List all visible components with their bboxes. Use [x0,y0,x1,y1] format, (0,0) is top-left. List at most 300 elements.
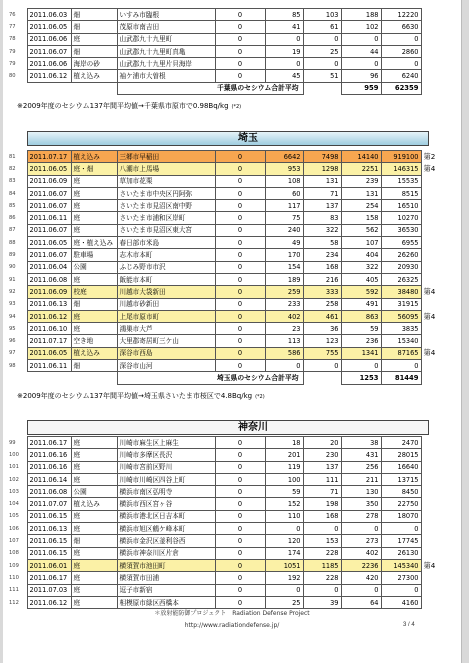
sample-type-cell: 庭・植え込み [71,237,117,249]
rank-note-cell [421,596,445,608]
table-row [9,437,445,449]
rank-note-cell [421,298,445,310]
converted-cell: 16510 [381,200,421,212]
saitama-table [9,150,445,385]
value-b-cell: 71 [303,486,341,498]
location-cell: 相模原市緑区西橋本 [117,596,215,608]
value-b-cell: 198 [303,498,341,510]
converted-cell: 8515 [381,187,421,199]
rank-note-cell: 第4 [423,560,436,570]
row-number: 87 [9,227,16,234]
total-cell: 1341 [341,347,381,359]
location-cell: 川越市大袋新田 [117,286,215,298]
table-row [9,572,445,584]
value-a-cell: 59 [265,486,303,498]
location-cell: 鴻巣市大芦 [117,323,215,335]
total-cell: 405 [341,273,381,285]
row-number: 107 [9,538,19,545]
rank-note-cell [421,273,445,285]
chiba-note-ref: (*2) [231,104,242,110]
value-a-cell: 170 [265,249,303,261]
zero-cell: 0 [215,360,265,372]
value-a-cell: 402 [265,310,303,322]
location-cell: 深谷市山河 [117,360,215,372]
zero-cell: 0 [215,335,265,347]
saitama-title: 埼玉 [238,133,258,144]
value-b-cell: 137 [303,200,341,212]
location-cell: 横浜市西区宮ヶ谷 [117,498,215,510]
chiba-note-text: ※2009年度のセシウム137年間平均値→千葉県市原市で0.98Bq/kg [17,102,229,110]
zero-cell: 0 [215,310,265,322]
total-cell: 64 [341,596,381,608]
date-cell: 2011.06.12 [27,596,71,608]
value-a-cell: 0 [265,58,303,70]
value-a-cell: 174 [265,547,303,559]
total-cell: 59 [341,323,381,335]
zero-cell: 0 [215,200,265,212]
table-row [9,151,445,163]
sample-type-cell: 庭 [71,523,117,535]
row-number: 78 [9,36,16,43]
value-b-cell: 228 [303,572,341,584]
zero-cell: 0 [215,523,265,535]
zero-cell: 0 [215,273,265,285]
total-cell: 239 [341,175,381,187]
table-row [9,596,445,608]
rank-note-cell: 第4 [423,348,436,358]
converted-cell: 0 [381,33,421,45]
rank-note-cell [421,323,445,335]
value-a-cell: 259 [265,286,303,298]
row-number: 79 [9,60,16,67]
date-cell: 2011.06.07 [27,200,71,212]
converted-cell: 3835 [381,323,421,335]
row-number: 104 [9,501,19,508]
sample-type-cell: 庭 [71,187,117,199]
value-b-cell: 61 [303,21,341,33]
date-cell: 2011.06.17 [27,437,71,449]
sample-type-cell: 畑 [71,360,117,372]
location-cell: 草加市花栗 [117,175,215,187]
location-cell: 川崎市川崎区四谷上町 [117,473,215,485]
converted-cell: 18070 [381,510,421,522]
date-cell: 2011.06.03 [27,9,71,21]
value-a-cell: 0 [265,33,303,45]
footer-url[interactable]: http://www.radiationdefense.jp/ [184,622,280,629]
rank-note-cell [421,9,445,21]
kanagawa-table [9,436,445,609]
total-cell: 0 [341,360,381,372]
converted-cell: 8450 [381,486,421,498]
location-cell: 三郷市早稲田 [117,151,215,163]
rank-note-cell: 第4 [423,311,436,321]
rank-note-cell [421,498,445,510]
document-page [3,0,462,663]
total-cell: 236 [341,335,381,347]
date-cell: 2011.06.11 [27,212,71,224]
total-cell: 322 [341,261,381,273]
converted-cell: 4160 [381,596,421,608]
converted-cell: 56095 [381,310,421,322]
value-a-cell: 189 [265,273,303,285]
location-cell: 茂原市南吉田 [117,21,215,33]
zero-cell: 0 [215,9,265,21]
rank-note-cell [421,261,445,273]
zero-cell: 0 [215,323,265,335]
row-number: 103 [9,488,19,495]
table-row [9,9,445,21]
date-cell: 2011.06.09 [27,286,71,298]
date-cell: 2011.06.08 [27,486,71,498]
date-cell: 2011.06.12 [27,310,71,322]
kanagawa-title: 神奈川 [238,422,268,433]
zero-cell: 0 [215,33,265,45]
value-a-cell: 49 [265,237,303,249]
sample-type-cell: 畑 [71,45,117,57]
row-number: 81 [9,153,16,160]
row-number: 92 [9,288,16,295]
converted-cell: 146315 [381,163,421,175]
converted-cell: 6955 [381,237,421,249]
converted-cell: 0 [381,523,421,535]
value-a-cell: 18 [265,437,303,449]
value-b-cell: 230 [303,449,341,461]
total-cell: 211 [341,473,381,485]
footer-org: ＊放射能防御プロジェクト Radiation Defense Project [154,610,310,617]
rank-note-cell [421,523,445,535]
zero-cell: 0 [215,21,265,33]
sample-type-cell: 海岸の砂 [71,58,117,70]
total-cell: 404 [341,249,381,261]
value-b-cell: 755 [303,347,341,359]
value-a-cell: 152 [265,498,303,510]
zero-cell: 0 [215,535,265,547]
sample-type-cell: 庭 [71,461,117,473]
date-cell: 2011.06.15 [27,535,71,547]
row-number: 77 [9,23,16,30]
rank-note-cell [421,461,445,473]
table-row [9,175,445,187]
value-b-cell: 103 [303,9,341,21]
date-cell: 2011.06.09 [27,175,71,187]
row-number: 94 [9,313,16,320]
value-b-cell: 111 [303,473,341,485]
converted-cell: 145340 [381,559,421,571]
rank-note-cell [421,547,445,559]
value-b-cell: 168 [303,261,341,273]
kanagawa-rows [9,437,445,609]
rank-note-cell [421,70,445,82]
rank-note-cell: 第2 [423,151,436,161]
value-b-cell: 71 [303,187,341,199]
zero-cell: 0 [215,437,265,449]
saitama-note [17,391,265,401]
rank-note-cell [421,33,445,45]
value-b-cell: 153 [303,535,341,547]
rank-note-cell [421,249,445,261]
total-cell: 38 [341,437,381,449]
value-a-cell: 154 [265,261,303,273]
location-cell: 志木市本町 [117,249,215,261]
zero-cell: 0 [215,187,265,199]
total-cell: 188 [341,9,381,21]
converted-cell: 2470 [381,437,421,449]
table-row [9,310,445,322]
converted-cell: 87165 [381,347,421,359]
sample-type-cell: 植え込み [71,347,117,359]
date-cell: 2011.06.14 [27,473,71,485]
sample-type-cell: 庭 [71,572,117,584]
total-cell: 130 [341,486,381,498]
date-cell: 2011.07.07 [27,498,71,510]
zero-cell: 0 [215,237,265,249]
total-cell: 278 [341,510,381,522]
value-b-cell: 333 [303,286,341,298]
zero-cell: 0 [215,510,265,522]
row-number: 105 [9,513,19,520]
date-cell: 2011.06.15 [27,547,71,559]
zero-cell: 0 [215,175,265,187]
value-b-cell: 36 [303,323,341,335]
chiba-average-total: 959 [341,82,381,94]
table-row [9,360,445,372]
table-row [9,21,445,33]
table-row [9,559,445,571]
rank-note-cell [421,449,445,461]
value-a-cell: 953 [265,163,303,175]
sample-type-cell: 公園 [71,261,117,273]
row-number: 93 [9,301,16,308]
table-row [9,298,445,310]
converted-cell: 2860 [381,45,421,57]
table-row [9,212,445,224]
date-cell: 2011.06.07 [27,224,71,236]
rank-note-cell [421,200,445,212]
sample-type-cell: 庭 [71,273,117,285]
location-cell: さいたま市見沼区南中野 [117,200,215,212]
zero-cell: 0 [215,249,265,261]
location-cell: 横須賀市田浦 [117,572,215,584]
value-b-cell: 0 [303,58,341,70]
saitama-rows [9,151,445,372]
zero-cell: 0 [215,572,265,584]
value-a-cell: 201 [265,449,303,461]
sample-type-cell: 畑 [71,9,117,21]
date-cell: 2011.06.12 [27,70,71,82]
location-cell: さいたま市浦和区岸町 [117,212,215,224]
table-row [9,286,445,298]
location-cell: 山武郡九十九里片貝海岸 [117,58,215,70]
sample-type-cell: 庭 [71,596,117,608]
zero-cell: 0 [215,286,265,298]
sample-type-cell: 庭 [71,547,117,559]
total-cell: 158 [341,212,381,224]
value-a-cell: 0 [265,584,303,596]
value-b-cell: 234 [303,249,341,261]
rank-note-cell [421,45,445,57]
total-cell: 0 [341,33,381,45]
rank-note-cell [421,535,445,547]
row-number: 79 [9,48,16,55]
total-cell: 2251 [341,163,381,175]
saitama-average-row [9,372,445,384]
location-cell: さいたま市見沼区東大宮 [117,224,215,236]
sample-type-cell: 畑 [71,535,117,547]
value-b-cell: 83 [303,212,341,224]
row-number: 96 [9,338,16,345]
converted-cell: 15535 [381,175,421,187]
location-cell: 飯能市本町 [117,273,215,285]
value-a-cell: 119 [265,461,303,473]
location-cell: 逗子市新宿 [117,584,215,596]
converted-cell: 10270 [381,212,421,224]
converted-cell: 0 [381,584,421,596]
table-row [9,584,445,596]
location-cell: 上尾市原市町 [117,310,215,322]
total-cell: 96 [341,70,381,82]
rank-note-cell [421,437,445,449]
sample-type-cell: 植え込み [71,70,117,82]
rank-note-cell: 第4 [423,163,436,173]
sample-type-cell: 庭 [71,437,117,449]
date-cell: 2011.06.16 [27,461,71,473]
value-b-cell: 322 [303,224,341,236]
table-row [9,58,445,70]
converted-cell: 26130 [381,547,421,559]
value-a-cell: 75 [265,212,303,224]
zero-cell: 0 [215,559,265,571]
rank-note-cell [421,572,445,584]
zero-cell: 0 [215,298,265,310]
zero-cell: 0 [215,163,265,175]
row-number: 98 [9,362,16,369]
table-row [9,547,445,559]
date-cell: 2011.06.16 [27,449,71,461]
value-a-cell: 1051 [265,559,303,571]
sample-type-cell: 庭 [71,559,117,571]
location-cell: 八潮市上馬場 [117,163,215,175]
chiba-table [9,8,445,95]
zero-cell: 0 [215,70,265,82]
row-number: 108 [9,550,19,557]
total-cell: 402 [341,547,381,559]
converted-cell: 26260 [381,249,421,261]
value-b-cell: 123 [303,335,341,347]
zero-cell: 0 [215,347,265,359]
rank-note-cell [421,237,445,249]
sample-type-cell: 庭 [71,510,117,522]
value-b-cell: 25 [303,45,341,57]
table-row [9,273,445,285]
sample-type-cell: 畑 [71,21,117,33]
value-a-cell: 110 [265,510,303,522]
date-cell: 2011.06.11 [27,360,71,372]
location-cell: 横浜市南区弘明寺 [117,486,215,498]
sample-type-cell: 庭 [71,33,117,45]
table-row [9,510,445,522]
total-cell: 592 [341,286,381,298]
value-b-cell: 258 [303,298,341,310]
date-cell: 2011.06.15 [27,510,71,522]
rank-note-cell [421,486,445,498]
total-cell: 273 [341,535,381,547]
date-cell: 2011.06.05 [27,237,71,249]
page-number: 3 / 4 [403,622,415,628]
date-cell: 2011.06.07 [27,249,71,261]
row-number: 76 [9,11,16,18]
sample-type-cell: 駐車場 [71,249,117,261]
zero-cell: 0 [215,449,265,461]
row-number: 97 [9,350,16,357]
total-cell: 0 [341,584,381,596]
row-number: 86 [9,215,16,222]
value-b-cell: 0 [303,523,341,535]
date-cell: 2011.06.07 [27,45,71,57]
table-row [9,237,445,249]
zero-cell: 0 [215,498,265,510]
date-cell: 2011.06.06 [27,33,71,45]
rank-note-cell [421,21,445,33]
table-row [9,33,445,45]
chiba-note [17,101,241,111]
date-cell: 2011.06.17 [27,572,71,584]
location-cell: 山武郡九十九里町 [117,33,215,45]
location-cell: 川越市砂新田 [117,298,215,310]
table-row [9,486,445,498]
value-a-cell: 0 [265,523,303,535]
row-number: 80 [9,73,16,80]
sample-type-cell: 庭 [71,310,117,322]
table-row [9,187,445,199]
converted-cell: 6630 [381,21,421,33]
row-number: 83 [9,178,16,185]
kanagawa-section-header [27,420,429,435]
converted-cell: 12220 [381,9,421,21]
value-a-cell: 25 [265,596,303,608]
total-cell: 431 [341,449,381,461]
date-cell: 2011.06.06 [27,58,71,70]
converted-cell: 20930 [381,261,421,273]
table-row [9,200,445,212]
value-a-cell: 113 [265,335,303,347]
location-cell: さいたま市中央区円阿弥 [117,187,215,199]
date-cell: 2011.06.08 [27,273,71,285]
value-b-cell: 131 [303,175,341,187]
value-a-cell: 108 [265,175,303,187]
value-a-cell: 120 [265,535,303,547]
row-number: 88 [9,239,16,246]
location-cell: 袖ケ浦市大曽根 [117,70,215,82]
value-a-cell: 45 [265,70,303,82]
table-row [9,70,445,82]
zero-cell: 0 [215,151,265,163]
converted-cell: 28015 [381,449,421,461]
sample-type-cell: 庭 [71,323,117,335]
rank-note-cell [421,212,445,224]
location-cell: 横浜市旭区鶴ケ峰本町 [117,523,215,535]
value-b-cell: 1185 [303,559,341,571]
row-number: 82 [9,165,16,172]
saitama-note-text: ※2009年度のセシウム137年間平均値→埼玉県さいたま市桜区で4.8Bq/kg [17,392,253,400]
row-number: 106 [9,525,19,532]
total-cell: 420 [341,572,381,584]
value-b-cell: 1298 [303,163,341,175]
total-cell: 2236 [341,559,381,571]
value-b-cell: 51 [303,70,341,82]
value-a-cell: 100 [265,473,303,485]
rank-note-cell: 第4 [423,286,436,296]
chiba-rows [9,9,445,83]
